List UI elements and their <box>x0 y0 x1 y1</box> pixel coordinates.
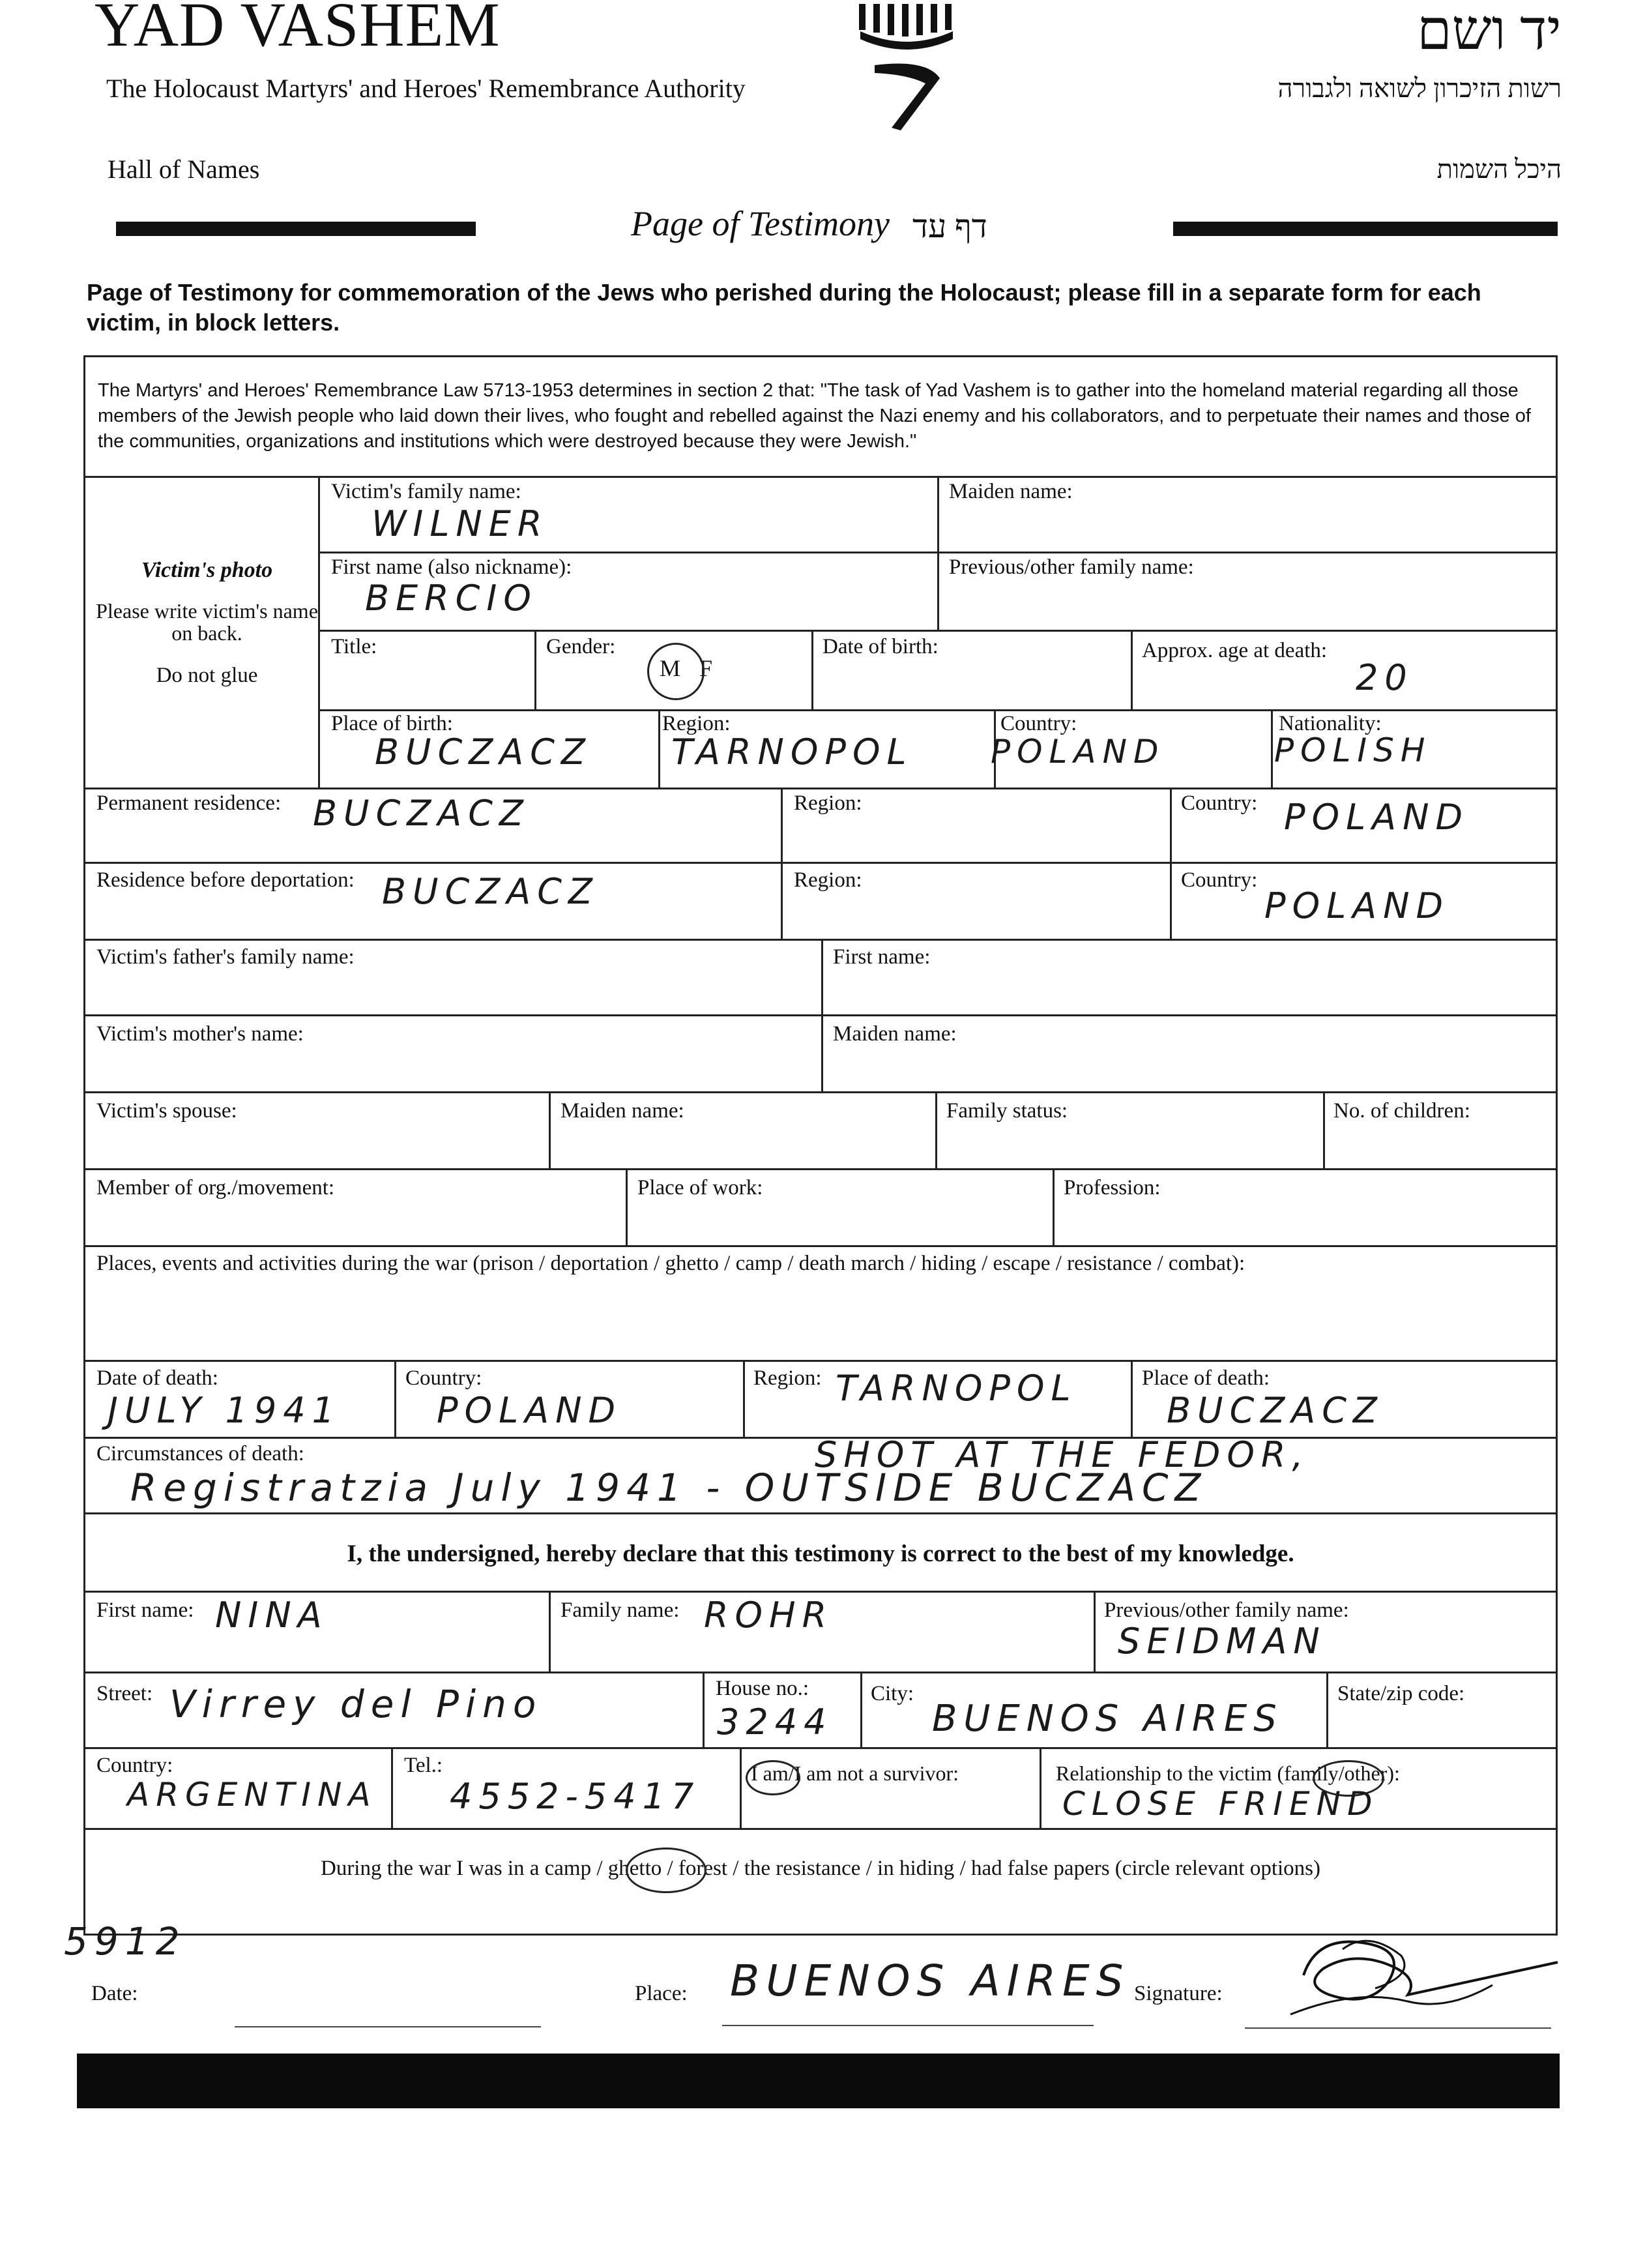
submitter-previous-name-label: Previous/other family name: <box>1104 1598 1349 1622</box>
birth-country-value[interactable]: POLAND <box>991 733 1165 771</box>
place-of-birth-label: Place of birth: <box>331 712 453 735</box>
col-divider <box>703 1672 705 1747</box>
organization-name-hebrew: יד ושם <box>1417 0 1562 61</box>
col-divider <box>937 476 939 630</box>
row-divider <box>318 709 1558 711</box>
declaration-statement: I, the undersigned, hereby declare that this testimony is correct to the best of my knowledge. <box>347 1540 1294 1567</box>
circumstances-label: Circumstances of death: <box>96 1442 304 1465</box>
col-divider <box>1131 630 1133 709</box>
birth-region-label: Region: <box>662 712 731 735</box>
col-divider <box>1094 1591 1096 1672</box>
approx-age-value[interactable]: 20 <box>1356 657 1414 698</box>
circumstances-line2[interactable]: Registratzia July 1941 - OUTSIDE BUCZACZ <box>130 1465 1208 1510</box>
family-name-label: Victim's family name: <box>331 480 521 503</box>
permanent-region-label: Region: <box>794 791 862 815</box>
signature-line[interactable] <box>1245 2027 1551 2029</box>
submitter-first-name-label: First name: <box>96 1598 194 1622</box>
permanent-residence-label: Permanent residence: <box>96 791 282 815</box>
street-value[interactable]: Virrey del Pino <box>169 1682 543 1726</box>
col-divider <box>781 788 783 939</box>
city-value[interactable]: BUENOS AIRES <box>932 1698 1283 1740</box>
maiden-name-label: Maiden name: <box>949 480 1073 503</box>
death-region-value[interactable]: TARNOPOL <box>836 1368 1077 1409</box>
circumstances-line1[interactable]: SHOT AT THE FEDOR, <box>815 1434 1310 1475</box>
reference-number: 5912 <box>64 1919 186 1964</box>
col-divider <box>1323 1091 1325 1168</box>
birth-country-label: Country: <box>1000 712 1077 735</box>
row-divider <box>83 1512 1558 1514</box>
submitter-previous-name-value[interactable]: SEIDMAN <box>1118 1621 1326 1662</box>
date-line[interactable] <box>235 2026 541 2027</box>
form-instructions: Page of Testimony for commemoration of the Jews who perished during the Holocaust; please fill in a separate form for each victim, in block letters. <box>87 279 1481 336</box>
nationality-value[interactable]: POLISH <box>1274 731 1432 769</box>
death-country-label: Country: <box>405 1366 482 1390</box>
col-divider <box>1040 1747 1041 1828</box>
col-divider <box>1170 788 1172 939</box>
organization-name: YAD VASHEM <box>95 0 501 59</box>
death-country-value[interactable]: POLAND <box>437 1390 622 1431</box>
birth-region-value[interactable]: TARNOPOL <box>671 731 913 773</box>
col-divider <box>549 1091 551 1168</box>
gender-label: Gender: <box>546 635 616 658</box>
col-divider <box>860 1672 862 1747</box>
submitter-first-name-value[interactable]: NINA <box>215 1595 328 1636</box>
first-name-label: First name (also nickname): <box>331 555 572 579</box>
submitter-family-name-label: Family name: <box>560 1598 680 1622</box>
place-of-death-label: Place of death: <box>1142 1366 1270 1390</box>
page-title-hebrew: דף עד <box>912 208 987 244</box>
relationship-label: Relationship to the victim (family/other): <box>1056 1761 1400 1785</box>
row-divider <box>83 1360 1558 1362</box>
date-of-death-label: Date of death: <box>96 1366 218 1390</box>
row-divider <box>83 1091 1558 1093</box>
state-zip-label: State/zip code: <box>1337 1682 1465 1705</box>
mother-maiden-name-label: Maiden name: <box>833 1022 957 1046</box>
row-divider <box>83 788 1558 789</box>
tel-value[interactable]: 4552-5417 <box>450 1776 701 1817</box>
row-divider <box>83 939 1558 941</box>
col-divider <box>1271 709 1273 788</box>
submitter-country-label: Country: <box>96 1754 173 1777</box>
residence-country-value[interactable]: POLAND <box>1264 885 1450 926</box>
victim-photo-title: Victim's photo <box>141 558 273 582</box>
header-rule-left <box>116 222 476 236</box>
col-divider <box>1053 1168 1055 1245</box>
places-events-label: Places, events and activities during the war (prison / deportation / ghetto / camp / death march / hiding / escape / resistance / combat): <box>96 1252 1245 1275</box>
row-divider <box>318 630 1558 632</box>
victim-photo-instruction: Please write victim's name on back. <box>96 599 318 645</box>
member-org-label: Member of org./movement: <box>96 1176 335 1200</box>
page-title: Page of Testimony <box>631 204 890 243</box>
residence-before-label: Residence before deportation: <box>96 868 355 892</box>
city-label: City: <box>871 1682 914 1705</box>
footer-band <box>77 2054 1560 2108</box>
col-divider <box>935 1091 937 1168</box>
col-divider <box>394 1360 396 1437</box>
organization-subtitle-hebrew: רשות הזיכרון לשואה ולגבורה <box>1277 74 1562 103</box>
wartime-experience-options: During the war I was in a camp / ghetto / forest / the resistance / in hiding / had false papers (circle relevant options) <box>320 1857 1320 1880</box>
row-divider <box>83 862 1558 864</box>
place-of-birth-value[interactable]: BUCZACZ <box>375 731 592 773</box>
col-divider <box>811 630 813 709</box>
place-label: Place: <box>635 1982 688 2005</box>
row-divider <box>83 476 1558 478</box>
first-name-value[interactable]: BERCIO <box>365 578 538 619</box>
date-of-birth-label: Date of birth: <box>822 635 939 658</box>
col-divider <box>391 1747 393 1828</box>
col-divider <box>740 1747 742 1828</box>
col-divider <box>658 709 660 788</box>
permanent-country-label: Country: <box>1181 791 1258 815</box>
residence-before-value[interactable]: BUCZACZ <box>382 871 599 912</box>
gender-options[interactable]: M F <box>660 655 720 681</box>
row-divider <box>83 1014 1558 1016</box>
forest-selection-circle <box>626 1848 706 1893</box>
residence-country-label: Country: <box>1181 868 1258 892</box>
submitter-country-value[interactable]: ARGENTINA <box>127 1776 377 1814</box>
row-divider <box>83 1747 1558 1749</box>
signature-label: Signature: <box>1134 1982 1223 2005</box>
yad-vashem-logo-icon <box>855 0 959 137</box>
permanent-residence-value[interactable]: BUCZACZ <box>313 793 530 834</box>
hall-of-names-hebrew: היכל השמות <box>1436 155 1562 184</box>
victim-photo-glue-note: Do not glue <box>156 664 258 687</box>
row-divider <box>83 1168 1558 1170</box>
profession-label: Profession: <box>1064 1176 1161 1200</box>
hall-of-names-label: Hall of Names <box>108 155 260 184</box>
survivor-selection-circle <box>746 1760 800 1795</box>
title-label: Title: <box>331 635 377 658</box>
spouse-maiden-name-label: Maiden name: <box>560 1099 684 1123</box>
street-label: Street: <box>96 1682 153 1705</box>
col-divider <box>1326 1672 1328 1747</box>
house-number-value[interactable]: 3244 <box>717 1701 833 1743</box>
row-divider <box>83 1828 1558 1830</box>
header-rule-right <box>1173 222 1558 236</box>
col-divider <box>534 630 536 709</box>
submitter-family-name-value[interactable]: ROHR <box>704 1595 834 1636</box>
tel-label: Tel.: <box>404 1754 443 1777</box>
nationality-label: Nationality: <box>1279 712 1382 735</box>
survivor-label: I am/I am not a survivor: <box>751 1761 959 1785</box>
signature-scribble <box>1277 1923 1584 2021</box>
col-divider <box>549 1591 551 1672</box>
house-number-label: House no.: <box>716 1677 809 1700</box>
place-of-death-value[interactable]: BUCZACZ <box>1167 1390 1384 1431</box>
children-label: No. of children: <box>1333 1099 1470 1123</box>
gender-selection-circle <box>647 643 705 700</box>
relationship-value[interactable]: CLOSE FRIEND <box>1062 1785 1379 1823</box>
place-value[interactable]: BUENOS AIRES <box>730 1956 1130 2006</box>
family-status-label: Family status: <box>946 1099 1068 1123</box>
residence-region-label: Region: <box>794 868 862 892</box>
col-divider <box>1131 1360 1133 1437</box>
death-region-label: Region: <box>753 1366 822 1390</box>
approx-age-label: Approx. age at death: <box>1142 639 1328 662</box>
father-first-name-label: First name: <box>833 945 931 969</box>
spouse-label: Victim's spouse: <box>96 1099 237 1123</box>
permanent-country-value[interactable]: POLAND <box>1284 797 1470 838</box>
col-divider <box>821 939 823 1091</box>
col-divider <box>626 1168 628 1245</box>
row-divider <box>83 1591 1558 1593</box>
row-divider <box>83 1245 1558 1247</box>
law-statement: The Martyrs' and Heroes' Remembrance Law 5713-1953 determines in section 2 that: "The task of Yad Vashem is to gather into the homeland material regarding all those members of the Jewish people who laid down their lives, who fought and rebelled against the Nazi enemy and his collaborators, and to perpetuate their names and those of the communities, organizations and institutions which were destroyed because they were Jewish." <box>98 380 1531 452</box>
mother-name-label: Victim's mother's name: <box>96 1022 304 1046</box>
family-name-value[interactable]: WILNER <box>371 503 549 544</box>
place-of-work-label: Place of work: <box>637 1176 763 1200</box>
col-divider <box>743 1360 745 1437</box>
previous-name-label: Previous/other family name: <box>949 555 1194 579</box>
place-line <box>722 2025 1094 2026</box>
row-divider <box>83 1672 1558 1673</box>
organization-subtitle: The Holocaust Martyrs' and Heroes' Remembrance Authority <box>106 74 746 103</box>
date-of-death-value[interactable]: JULY 1941 <box>108 1390 341 1431</box>
date-label: Date: <box>91 1982 138 2005</box>
father-family-name-label: Victim's father's family name: <box>96 945 355 969</box>
